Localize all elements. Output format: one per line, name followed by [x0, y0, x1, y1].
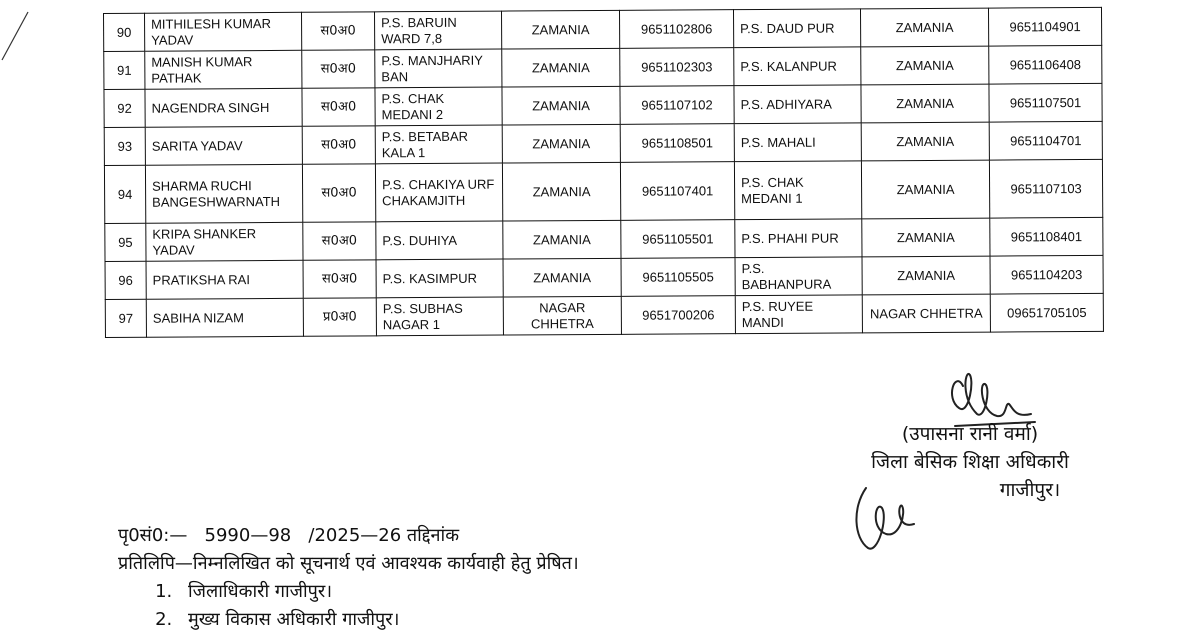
current-udise-code-cell: 9651107401 [620, 162, 734, 221]
current-block-cell: ZAMANIA [502, 162, 620, 221]
table-row [104, 83, 1102, 127]
reference-number: पृ0सं0:— 5990—98 /2025—26 तद्दिनांक [118, 525, 460, 546]
copy-line: प्रतिलिपि—निम्नलिखित को सूचनार्थ एवं आवश्यक कार्यवाही हेतु प्रेषित। [118, 553, 579, 574]
current-school-cell: P.S. BETABAR KALA 1 [375, 125, 502, 164]
new-block-cell: NAGAR CHHETRA [862, 294, 990, 333]
row-number-cell: 96 [105, 261, 146, 299]
current-block-cell: ZAMANIA [503, 258, 621, 297]
designation-cell: स0अ0 [303, 260, 376, 298]
current-school-cell: P.S. KASIMPUR [376, 259, 503, 298]
current-block-cell: ZAMANIA [502, 86, 620, 125]
new-udise-code-cell: 9651104901 [988, 7, 1101, 46]
new-school-cell: P.S. BABHANPURA [735, 257, 862, 296]
current-udise-code-cell: 9651700206 [621, 296, 735, 335]
teacher-name-cell: SABIHA NIZAM [146, 298, 303, 337]
row-number-cell: 92 [104, 89, 145, 127]
current-school-cell: P.S. CHAK MEDANI 2 [375, 87, 502, 126]
current-udise-code-cell: 9651107102 [620, 86, 734, 125]
new-udise-code-cell: 9651104701 [989, 121, 1102, 160]
designation-cell: स0अ0 [303, 222, 376, 260]
current-school-cell: P.S. CHAKIYA URF CHAKAMJITH [375, 163, 502, 222]
recipient-list [118, 578, 1018, 634]
new-udise-code-cell: 9651108401 [990, 217, 1103, 256]
table-row [104, 45, 1102, 89]
new-udise-code-cell: 09651705105 [990, 293, 1103, 332]
row-number-cell: 93 [104, 127, 145, 165]
new-block-cell: ZAMANIA [862, 218, 990, 257]
table-row [104, 159, 1102, 223]
table-row [105, 293, 1103, 337]
teacher-name-cell: KRIPA SHANKER YADAV [146, 222, 303, 261]
row-number-cell: 91 [104, 51, 145, 89]
officer-place: गाजीपुर। [999, 479, 1061, 501]
designation-cell: स0अ0 [301, 12, 374, 50]
new-block-cell: ZAMANIA [861, 46, 989, 85]
designation-cell: स0अ0 [302, 88, 375, 126]
designation-cell: स0अ0 [302, 50, 375, 88]
row-number-cell: 95 [105, 223, 146, 261]
current-udise-code-cell: 9651105505 [621, 258, 735, 297]
new-block-cell: ZAMANIA [861, 122, 989, 161]
current-block-cell: ZAMANIA [501, 10, 619, 49]
new-udise-code-cell: 9651107103 [989, 159, 1102, 218]
new-school-cell: P.S. PHAHI PUR [735, 219, 862, 258]
new-block-cell: ZAMANIA [861, 84, 989, 123]
current-school-cell: P.S. BARUIN WARD 7,8 [374, 11, 501, 50]
table-row [104, 121, 1102, 165]
teacher-name-cell: SARITA YADAV [145, 126, 302, 165]
table-row [105, 217, 1103, 261]
teacher-name-cell: NAGENDRA SINGH [145, 88, 302, 127]
recipient-item: 2. मुख्य विकास अधिकारी गाजीपुर। [178, 606, 1018, 634]
recipient-item: 1. जिलाधिकारी गाजीपुर। [178, 578, 1018, 606]
forwarding-note [118, 522, 1018, 634]
current-block-cell: ZAMANIA [502, 48, 620, 87]
current-udise-code-cell: 9651105501 [621, 220, 735, 259]
new-school-cell: P.S. RUYEE MANDI [735, 295, 862, 334]
current-udise-code-cell: 9651108501 [620, 124, 734, 163]
new-udise-code-cell: 9651107501 [989, 83, 1102, 122]
designation-cell: स0अ0 [302, 164, 375, 222]
current-block-cell: ZAMANIA [503, 220, 621, 259]
row-number-cell: 97 [105, 299, 146, 337]
corner-pen-stroke [0, 0, 60, 70]
current-udise-code-cell: 9651102806 [619, 10, 733, 49]
new-block-cell: ZAMANIA [860, 8, 988, 47]
new-school-cell: P.S. KALANPUR [734, 47, 861, 86]
table-row [104, 7, 1102, 51]
current-block-cell: NAGAR CHHETRA [503, 296, 621, 335]
transfer-table [103, 7, 1104, 338]
teacher-name-cell: MITHILESH KUMAR YADAV [145, 12, 302, 51]
current-school-cell: P.S. SUBHAS NAGAR 1 [376, 297, 503, 336]
new-block-cell: ZAMANIA [861, 160, 989, 219]
new-school-cell: P.S. DAUD PUR [733, 9, 860, 48]
designation-cell: स0अ0 [302, 126, 375, 164]
new-school-cell: P.S. ADHIYARA [734, 85, 861, 124]
current-udise-code-cell: 9651102303 [620, 48, 734, 87]
new-school-cell: P.S. MAHALI [734, 123, 861, 162]
row-number-cell: 90 [104, 13, 145, 51]
designation-cell: प्र0अ0 [303, 298, 376, 336]
current-school-cell: P.S. MANJHARIY BAN [375, 49, 502, 88]
table-row [105, 255, 1103, 299]
current-school-cell: P.S. DUHIYA [376, 221, 503, 260]
teacher-name-cell: MANISH KUMAR PATHAK [145, 50, 302, 89]
officer-designation: जिला बेसिक शिक्षा अधिकारी [871, 451, 1069, 473]
teacher-name-cell: SHARMA RUCHI BANGESHWARNATH [145, 164, 302, 223]
new-school-cell: P.S. CHAK MEDANI 1 [734, 161, 861, 220]
new-block-cell: ZAMANIA [862, 256, 990, 295]
row-number-cell: 94 [104, 165, 145, 223]
new-udise-code-cell: 9651104203 [990, 255, 1103, 294]
current-block-cell: ZAMANIA [502, 124, 620, 163]
new-udise-code-cell: 9651106408 [989, 45, 1102, 84]
teacher-name-cell: PRATIKSHA RAI [146, 260, 303, 299]
officer-name: (उपासना रानी वर्मा) [901, 423, 1039, 445]
